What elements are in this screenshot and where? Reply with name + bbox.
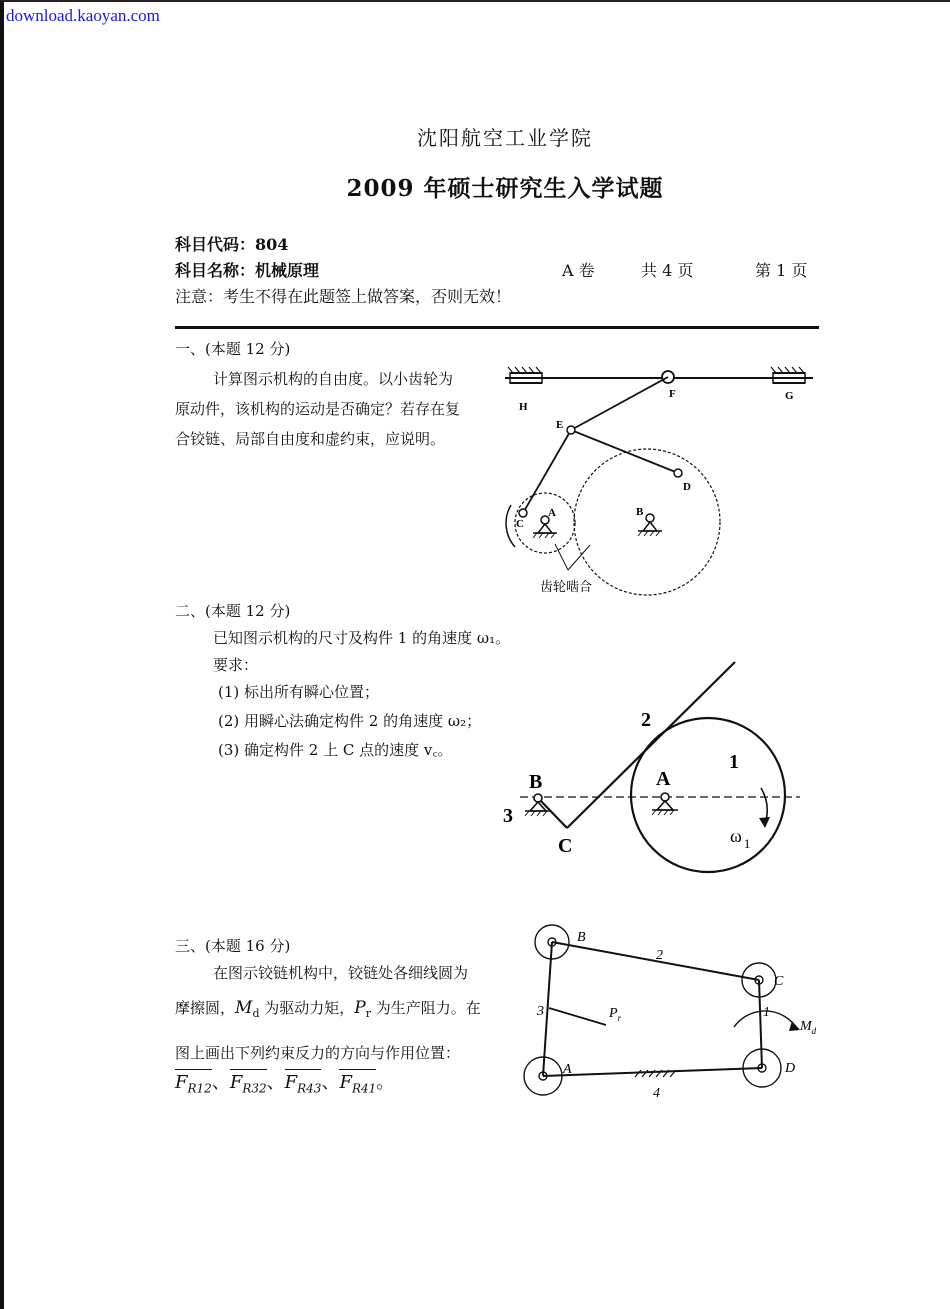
page-total: 共 4 页 xyxy=(641,261,694,280)
q1-heading: 一、(本题 12 分) xyxy=(175,340,291,358)
notice: 注意：考生不得在此题签上做答案，否则无效！ xyxy=(175,287,512,306)
label-c: C xyxy=(516,518,524,530)
q1-mechanism-diagram xyxy=(495,355,825,605)
label-a: A xyxy=(548,507,556,519)
label-f: F xyxy=(669,388,676,400)
subject-name: 科目名称：机械原理 xyxy=(175,261,320,280)
school-name: 沈阳航空工业学院 xyxy=(417,126,593,150)
q3-heading: 三、(本题 16 分) xyxy=(175,937,291,955)
q1-line-3: 合铰链、局部自由度和虚约束，应说明。 xyxy=(175,430,446,448)
q3-line-2: 摩擦圆，$M_d$ 为驱动力矩，$P_r$ 为生产阻力。在 xyxy=(175,998,481,1020)
force-fr43: $F_{R43}$ xyxy=(285,1069,322,1096)
label-link-2: 2 xyxy=(641,709,651,731)
label-e: E xyxy=(556,419,564,431)
page-current: 第 1 页 xyxy=(755,261,808,280)
label-c: C xyxy=(774,974,784,989)
pivot-a xyxy=(652,793,678,815)
label-link-4: 4 xyxy=(653,1086,660,1101)
ground-h xyxy=(508,367,542,383)
q3-mechanism-diagram xyxy=(510,915,830,1115)
label-link-3: 3 xyxy=(503,805,513,827)
exam-title: 2009 年硕士研究生入学试题 xyxy=(346,175,664,202)
q3-line-1: 在图示铰链机构中，铰链处各细线圆为 xyxy=(213,964,469,982)
label-a: A xyxy=(563,1062,572,1077)
force-fr32: $F_{R32}$ xyxy=(230,1069,267,1096)
q2-line-1: 已知图示机构的尺寸及构件 1 的角速度 ω₁。 xyxy=(213,629,511,647)
label-link-1: 1 xyxy=(763,1005,770,1020)
q2-heading: 二、(本题 12 分) xyxy=(175,602,291,620)
q3-line-3: 图上画出下列约束反力的方向与作用位置： xyxy=(175,1044,461,1062)
label-h: H xyxy=(519,401,528,413)
q2-line-2: 要求： xyxy=(213,656,259,674)
label-link-3: 3 xyxy=(537,1004,544,1019)
label-omega: ω $_1$ xyxy=(730,826,751,851)
label-md: $M_d$ xyxy=(800,1019,817,1036)
force-fr41: $F_{R41}$ xyxy=(339,1069,376,1096)
q2-line-5: (3) 确定构件 2 上 C 点的速度 v꜀。 xyxy=(218,741,453,759)
q2-line-3: (1) 标出所有瞬心位置； xyxy=(218,683,380,701)
subject-code: 科目代码：804 xyxy=(175,235,289,254)
label-a: A xyxy=(656,768,671,790)
label-b: B xyxy=(529,771,543,793)
label-d: D xyxy=(785,1061,796,1076)
source-link[interactable]: download.kaoyan.com xyxy=(6,6,160,25)
label-link-1: 1 xyxy=(729,751,739,773)
page-top-border xyxy=(0,0,950,2)
q3-force-list: $F_{R12}$、$F_{R32}$、$F_{R43}$、$F_{R41}$。 xyxy=(175,1068,394,1096)
label-pr: $P_r$ xyxy=(609,1006,622,1023)
pivot-a xyxy=(533,516,557,538)
label-d: D xyxy=(683,481,691,493)
label-g: G xyxy=(785,390,794,402)
q1-line-2: 原动件，该机构的运动是否确定？若存在复 xyxy=(175,400,461,418)
label-c: C xyxy=(558,835,573,857)
q2-line-4: (2) 用瞬心法确定构件 2 的角速度 ω₂； xyxy=(218,712,482,730)
ground-g xyxy=(771,367,805,383)
q2-mechanism-diagram xyxy=(495,650,815,890)
label-b: B xyxy=(577,930,586,945)
label-gear-mesh: 齿轮啮合 xyxy=(540,580,593,595)
paper-version: A 卷 xyxy=(562,261,595,280)
header-divider xyxy=(175,326,819,329)
label-link-2: 2 xyxy=(656,948,663,963)
label-b: B xyxy=(636,506,644,518)
q1-line-1: 计算图示机构的自由度。以小齿轮为 xyxy=(213,370,454,388)
force-fr12: $F_{R12}$ xyxy=(175,1069,212,1096)
